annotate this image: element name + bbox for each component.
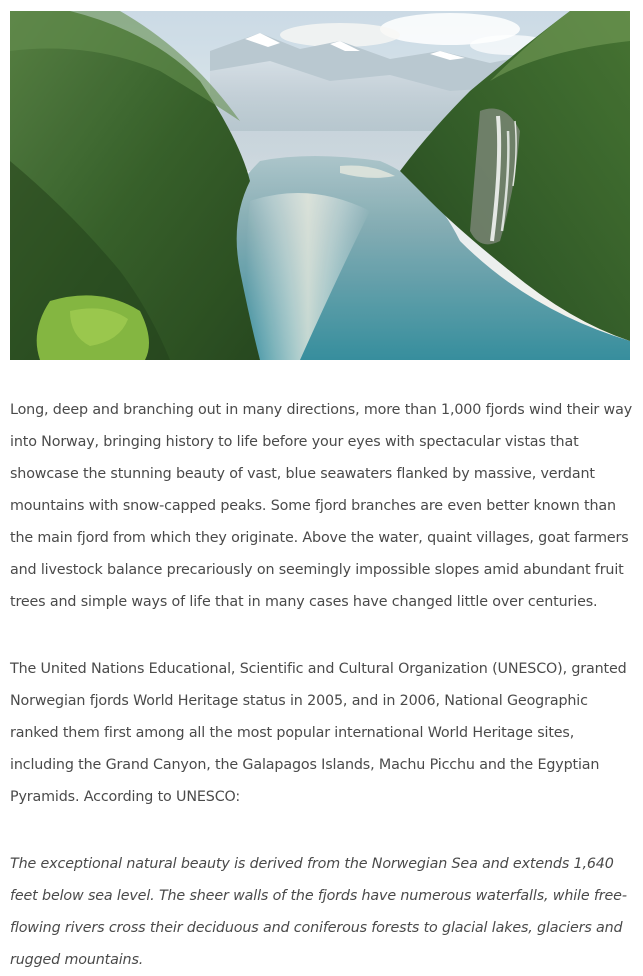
- paragraph-unesco: The United Nations Educational, Scientific and Cultural Organization (UNESCO), granted Norwegian fjords World Heritage status in 2005, and in 2006, National Geographic ranked them first among all the most popular international World Heritage sites, including the Grand Canyon, the Galapagos Islands, Machu Picchu and the Egyptian Pyramids. According to UNESCO:: [10, 661, 627, 805]
- paragraph-fjords-intro: Long, deep and branching out in many directions, more than 1,000 fjords wind their way into Norway, bringing history to life before your eyes with spectacular vistas that showcase the stunning beauty of vast, blue seawaters flanked by massive, verdant mountains with snow-capped peaks. Some fjord branches are even better known than the main fjord from which they originate. Above the water, quaint villages, goat farmers and livestock balance precariously on seemingly impossible slopes amid abundant fruit trees and simple ways of life that in many cases have changed little over centuries.: [10, 402, 632, 610]
- fjord-hero-image: [10, 11, 630, 360]
- article-body: [10, 394, 632, 976]
- unesco-quote: The exceptional natural beauty is derived from the Norwegian Sea and extends 1,640 feet below sea level. The sheer walls of the fjords have numerous waterfalls, while free-flowing rivers cross their deciduous and coniferous forests to glacial lakes, glaciers and rugged mountains.: [10, 856, 627, 968]
- fjord-landscape-photo: [10, 11, 630, 360]
